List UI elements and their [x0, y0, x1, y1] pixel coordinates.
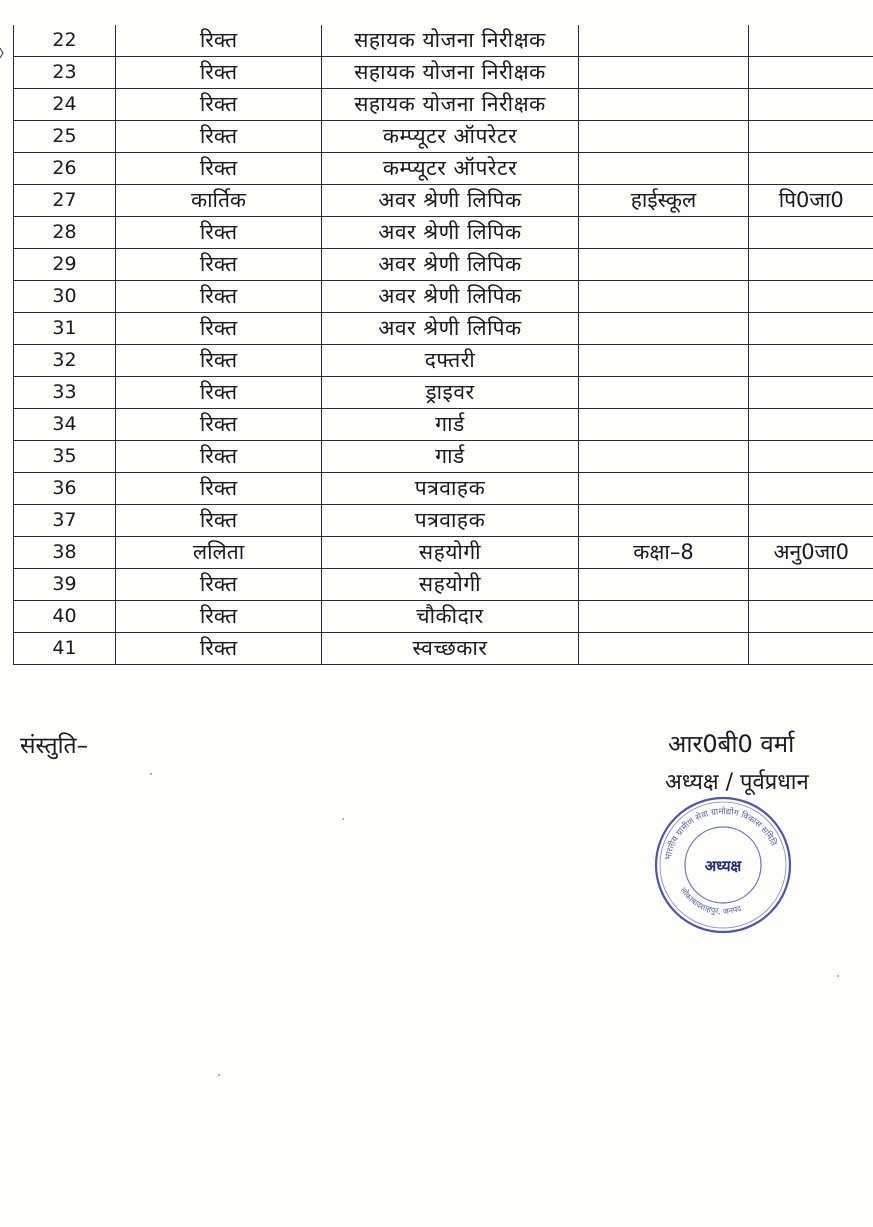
category-cell — [749, 313, 873, 345]
table-row — [14, 25, 873, 57]
employee-name-cell: कार्तिक — [116, 185, 322, 217]
serial-number-cell: 39 — [14, 569, 116, 601]
post-name-cell: गार्ड — [322, 441, 579, 473]
qualification-cell — [579, 57, 749, 89]
employee-name-cell: रिक्त — [116, 473, 322, 505]
post-name-cell: अवर श्रेणी लिपिक — [322, 217, 579, 249]
qualification-cell — [579, 345, 749, 377]
seal-ring-text: भारतीय ग्रामीण सेवा ग्रामोद्योग विकास समिति — [663, 806, 779, 861]
serial-number-cell: 22 — [14, 25, 116, 57]
category-cell — [749, 569, 873, 601]
employee-name-cell: रिक्त — [116, 25, 322, 57]
category-cell — [749, 89, 873, 121]
post-name-cell: अवर श्रेणी लिपिक — [322, 249, 579, 281]
table-row — [14, 601, 873, 633]
signer-name: आर0बी0 वर्मा — [668, 730, 795, 758]
serial-number-cell: 27 — [14, 185, 116, 217]
qualification-cell: कक्षा–8 — [579, 537, 749, 569]
serial-number-cell: 33 — [14, 377, 116, 409]
post-name-cell: दफ्तरी — [322, 345, 579, 377]
employee-name-cell: रिक्त — [116, 153, 322, 185]
post-name-cell: सहयोगी — [322, 569, 579, 601]
table-row — [14, 217, 873, 249]
qualification-cell — [579, 505, 749, 537]
employee-name-cell: रिक्त — [116, 345, 322, 377]
table-row — [14, 409, 873, 441]
category-cell — [749, 281, 873, 313]
employee-name-cell: रिक्त — [116, 505, 322, 537]
category-cell — [749, 409, 873, 441]
signer-title: अध्यक्ष / पूर्वप्रधान — [665, 770, 809, 795]
post-name-cell: चौकीदार — [322, 601, 579, 633]
qualification-cell — [579, 25, 749, 57]
employee-name-cell: रिक्त — [116, 249, 322, 281]
qualification-cell — [579, 633, 749, 665]
post-name-cell: अवर श्रेणी लिपिक — [322, 313, 579, 345]
serial-number-cell: 25 — [14, 121, 116, 153]
serial-number-cell: 37 — [14, 505, 116, 537]
table-row — [14, 313, 873, 345]
table-row — [14, 57, 873, 89]
qualification-cell — [579, 121, 749, 153]
table-row — [14, 633, 873, 665]
table-row — [14, 537, 873, 569]
table-row — [14, 505, 873, 537]
serial-number-cell: 24 — [14, 89, 116, 121]
serial-number-cell: 32 — [14, 345, 116, 377]
staff-table — [13, 25, 873, 665]
qualification-cell — [579, 409, 749, 441]
post-name-cell: सहायक योजना निरीक्षक — [322, 25, 579, 57]
seal-bottom-text: लोकाबादशाहपुर, जनपद — [678, 885, 743, 917]
qualification-cell — [579, 249, 749, 281]
category-cell — [749, 57, 873, 89]
qualification-cell — [579, 89, 749, 121]
category-cell: पि0जा0 — [749, 185, 873, 217]
qualification-cell — [579, 441, 749, 473]
employee-name-cell: रिक्त — [116, 313, 322, 345]
official-seal — [648, 795, 798, 935]
post-name-cell: स्वच्छकार — [322, 633, 579, 665]
post-name-cell: पत्रवाहक — [322, 473, 579, 505]
employee-name-cell: रिक्त — [116, 377, 322, 409]
table-row — [14, 185, 873, 217]
serial-number-cell: 23 — [14, 57, 116, 89]
table-row — [14, 441, 873, 473]
category-cell — [749, 121, 873, 153]
category-cell — [749, 345, 873, 377]
qualification-cell — [579, 473, 749, 505]
employee-name-cell: रिक्त — [116, 601, 322, 633]
category-cell — [749, 601, 873, 633]
employee-name-cell: रिक्त — [116, 89, 322, 121]
post-name-cell: सहायक योजना निरीक्षक — [322, 89, 579, 121]
serial-number-cell: 26 — [14, 153, 116, 185]
category-cell: अनु0जा0 — [749, 537, 873, 569]
employee-name-cell: ललिता — [116, 537, 322, 569]
qualification-cell: हाईस्कूल — [579, 185, 749, 217]
employee-name-cell: रिक्त — [116, 121, 322, 153]
qualification-cell — [579, 153, 749, 185]
margin-mark — [0, 48, 4, 58]
serial-number-cell: 36 — [14, 473, 116, 505]
serial-number-cell: 34 — [14, 409, 116, 441]
post-name-cell: कम्प्यूटर ऑपरेटर — [322, 121, 579, 153]
table-row — [14, 377, 873, 409]
serial-number-cell: 31 — [14, 313, 116, 345]
category-cell — [749, 153, 873, 185]
qualification-cell — [579, 217, 749, 249]
category-cell — [749, 505, 873, 537]
post-name-cell: सहयोगी — [322, 537, 579, 569]
qualification-cell — [579, 313, 749, 345]
serial-number-cell: 30 — [14, 281, 116, 313]
serial-number-cell: 40 — [14, 601, 116, 633]
post-name-cell: पत्रवाहक — [322, 505, 579, 537]
serial-number-cell: 28 — [14, 217, 116, 249]
serial-number-cell: 38 — [14, 537, 116, 569]
post-name-cell: अवर श्रेणी लिपिक — [322, 281, 579, 313]
table-row — [14, 249, 873, 281]
employee-name-cell: रिक्त — [116, 441, 322, 473]
category-cell — [749, 633, 873, 665]
category-cell — [749, 249, 873, 281]
table-row — [14, 569, 873, 601]
category-cell — [749, 473, 873, 505]
paper-speck — [837, 975, 839, 977]
category-cell — [749, 441, 873, 473]
seal-center-text: अध्यक्ष — [704, 857, 742, 875]
table-row — [14, 121, 873, 153]
qualification-cell — [579, 281, 749, 313]
qualification-cell — [579, 569, 749, 601]
post-name-cell: कम्प्यूटर ऑपरेटर — [322, 153, 579, 185]
category-cell — [749, 217, 873, 249]
table-row — [14, 345, 873, 377]
post-name-cell: सहायक योजना निरीक्षक — [322, 57, 579, 89]
employee-name-cell: रिक्त — [116, 281, 322, 313]
paper-speck — [150, 773, 152, 775]
qualification-cell — [579, 601, 749, 633]
employee-name-cell: रिक्त — [116, 217, 322, 249]
post-name-cell: ड्राइवर — [322, 377, 579, 409]
staff-table-body — [14, 25, 873, 665]
table-row — [14, 473, 873, 505]
post-name-cell: अवर श्रेणी लिपिक — [322, 185, 579, 217]
table-row — [14, 281, 873, 313]
serial-number-cell: 41 — [14, 633, 116, 665]
qualification-cell — [579, 377, 749, 409]
employee-name-cell: रिक्त — [116, 569, 322, 601]
serial-number-cell: 35 — [14, 441, 116, 473]
employee-name-cell: रिक्त — [116, 57, 322, 89]
category-cell — [749, 25, 873, 57]
recommendation-label: संस्तुति– — [20, 733, 89, 759]
table-row — [14, 89, 873, 121]
paper-speck — [218, 1074, 220, 1076]
serial-number-cell: 29 — [14, 249, 116, 281]
category-cell — [749, 377, 873, 409]
employee-name-cell: रिक्त — [116, 633, 322, 665]
table-row — [14, 153, 873, 185]
paper-speck — [342, 818, 344, 820]
employee-name-cell: रिक्त — [116, 409, 322, 441]
post-name-cell: गार्ड — [322, 409, 579, 441]
